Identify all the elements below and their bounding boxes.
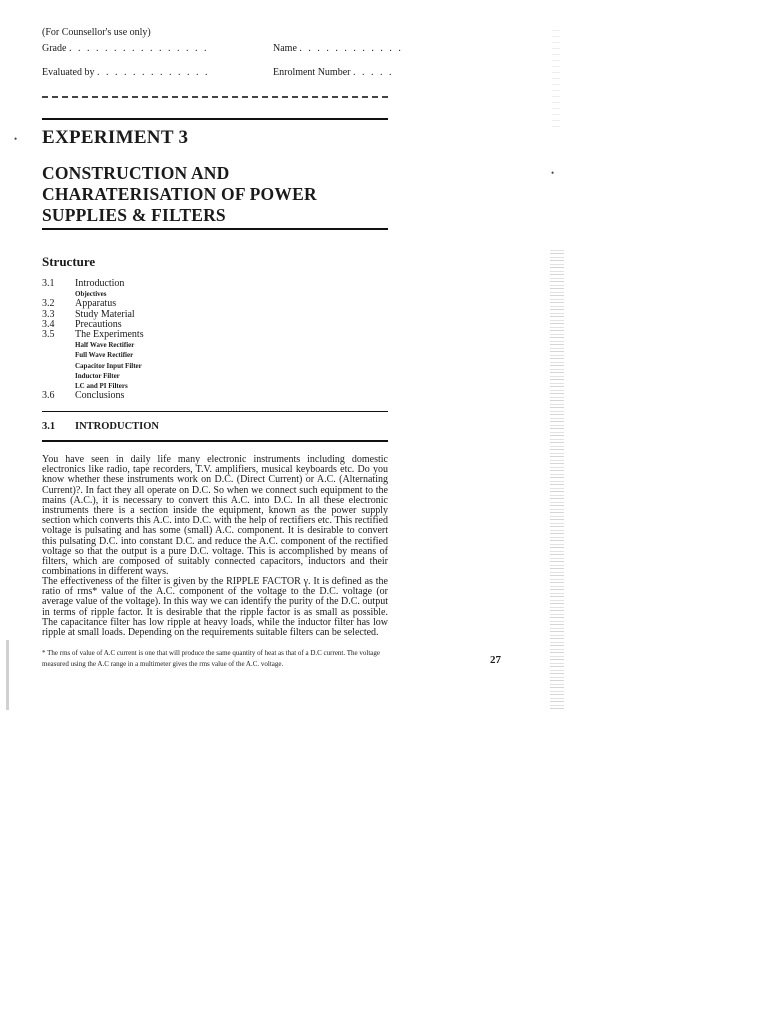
scan-mark: • xyxy=(551,168,555,178)
evaluated-field xyxy=(42,67,209,79)
toc-subitem: Full Wave Rectifier xyxy=(75,351,134,360)
rule-top xyxy=(42,118,388,120)
counsellor-note: (For Counsellor's use only) xyxy=(42,27,151,38)
toc-item-label: Precautions xyxy=(75,318,122,330)
footnote: * The rms of value of A.C current is one that will produce the same quantity of heat as that of a D.C current. The voltage measured using the A.C range in a multimeter gives the rms value of the A.C. voltage. xyxy=(42,649,380,668)
rule-below-title xyxy=(42,228,388,230)
toc-subitem: Objectives xyxy=(75,290,107,299)
toc-subitem: Half Wave Rectifier xyxy=(75,341,135,350)
toc-item-number: 3.3 xyxy=(42,308,55,320)
toc-subitem: Inductor Filter xyxy=(75,371,120,380)
toc-item-label: Study Material xyxy=(75,308,135,320)
toc-item xyxy=(42,279,382,289)
grade-label: Grade xyxy=(42,43,67,54)
experiment-title-line1: CONSTRUCTION AND xyxy=(42,163,230,183)
paragraph-text: You have seen in daily life many electronic instruments including domestic electronics like radio, tape recorders, T.V. amplifiers, musical keyboards etc. Do you know whether these instruments work on D.C. (Direct Current) or A.C. (Alternating Current)?. In fact they all operate on D.C. So when we connect such equipment to the mains (A.C.), it is necessary to convert this A.C. into D.C. In all these electronic instruments there is a section inside the equipment, known as the power supply section which converts this A.C. into D.C. with the help of rectifiers etc. This rectified voltage is pulsating and has some (small) A.C. component. It is desirable to convert this pulsating D.C. into constant D.C. and reduce the A.C. component of the rectified voltage so that the output is a pure D.C. voltage. This is accomplished by means of filters, which are composed of suitably connected capacitors, inductors and their combinations in different ways. xyxy=(42,454,388,578)
toc-item-label: Apparatus xyxy=(75,298,117,310)
name-label: Name xyxy=(273,43,297,54)
name-dots: . . . . . . . . . . . . xyxy=(299,43,403,54)
toc-item xyxy=(42,391,382,401)
enrolment-label: Enrolment Number xyxy=(273,67,351,78)
experiment-number: EXPERIMENT 3 xyxy=(42,127,189,148)
section-title: INTRODUCTION xyxy=(75,421,160,432)
grade-field xyxy=(42,43,208,55)
evaluated-dots: . . . . . . . . . . . . . xyxy=(96,67,210,78)
rule-below-section xyxy=(42,440,388,442)
rule-above-section xyxy=(42,411,388,412)
paragraph-text: The effectiveness of the filter is given by the RIPPLE FACTOR γ. It is defined as the ratio of rms* value of the A.C. component of the voltage to the D.C. voltage (or average value of the voltage). In this way we can identify the purity of the D.C. output in terms of ripple factor. It is desirable that the ripple factor is as small as possible. The capacitance filter has low ripple at heavy loads, while the inductor filter has low ripple at small loads. Depending on the requirements suitable filters can be selected. xyxy=(42,576,388,639)
toc-item-label: Introduction xyxy=(75,278,125,289)
enrolment-dots: . . . . . xyxy=(352,67,394,78)
toc-subitem: LC and PI Filters xyxy=(75,381,128,390)
scan-edge-right xyxy=(550,250,564,710)
toc-subitem: Capacitor Input Filter xyxy=(75,361,142,370)
experiment-title xyxy=(42,163,317,226)
name-field xyxy=(273,43,403,55)
intro-paragraph-1 xyxy=(42,455,388,577)
toc-item xyxy=(42,330,382,340)
experiment-title-line2: CHARATERISATION OF POWER xyxy=(42,184,317,204)
scan-mark: • xyxy=(14,134,18,144)
scan-edge-right-top xyxy=(552,30,560,130)
section-number: 3.1 xyxy=(42,421,56,432)
experiment-title-line3: SUPPLIES & FILTERS xyxy=(42,205,226,225)
toc-item-number: 3.1 xyxy=(42,278,55,289)
header-dashed-rule xyxy=(42,96,388,98)
grade-dots: . . . . . . . . . . . . . . . . xyxy=(68,43,209,54)
evaluated-label: Evaluated by xyxy=(42,67,95,78)
intro-paragraph-2 xyxy=(42,577,388,638)
enrolment-field xyxy=(273,67,393,79)
table-of-contents xyxy=(42,279,382,401)
toc-item-label: Conclusions xyxy=(75,390,125,402)
toc-item-label: The Experiments xyxy=(75,328,144,340)
toc-item-number: 3.6 xyxy=(42,390,55,402)
structure-heading: Structure xyxy=(42,254,96,269)
scan-edge-left xyxy=(6,640,9,710)
toc-item-number: 3.2 xyxy=(42,298,55,310)
toc-item-number: 3.5 xyxy=(42,328,55,340)
toc-item-number: 3.4 xyxy=(42,318,55,330)
page-number: 27 xyxy=(490,654,501,666)
